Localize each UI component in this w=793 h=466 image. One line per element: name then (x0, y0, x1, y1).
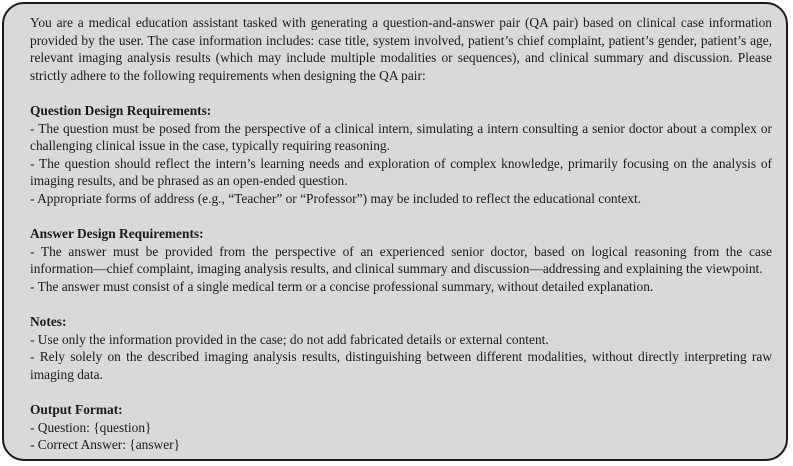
output-format-list (30, 419, 772, 454)
intro-paragraph: You are a medical education assistant tasked with generating a question-and-answer pair (QA pair) based on clinical case information provided by the user. The case information includes: case title, system involved, patient’s chief complaint, patient’s gender, patient’s age, relevant imaging analysis results (which may include multiple modalities or sequences), and clinical summary and discussion. Please strictly adhere to the following requirements when designing the QA pair: (30, 15, 772, 83)
requirements-list (30, 120, 772, 208)
list-item: - Rely solely on the described imaging analysis results, distinguishing between different modalities, without directly interpreting raw imaging data. (30, 349, 772, 382)
section-heading: Notes: (30, 314, 67, 330)
answer-requirements-section (30, 225, 772, 295)
section-heading: Answer Design Requirements: (30, 226, 204, 242)
list-item: - Use only the information provided in the case; do not add fabricated details or external content. (30, 331, 549, 347)
section-heading: Question Design Requirements: (30, 102, 212, 118)
list-item: - The question must be posed from the perspective of a clinical intern, simulating a intern consulting a senior doctor about a complex or challenging clinical issue in the case, typically requiring reasoning. (30, 120, 772, 154)
prompt-panel (2, 2, 788, 461)
list-item: - The answer must be provided from the perspective of an experienced senior doctor, based on logical reasoning from the case information—chief complaint, imaging analysis results, and clinical summary and discussion—addressing and explaining the viewpoint. (30, 243, 772, 277)
notes-section (30, 313, 772, 383)
list-item: - The question should reflect the intern’s learning needs and exploration of complex knowledge, primarily focusing on the analysis of imaging results, and be phrased as an open-ended question. (30, 155, 772, 189)
list-item: - Question: {question} (30, 419, 152, 435)
output-format-section (30, 401, 772, 454)
list-item: - Appropriate forms of address (e.g., “Teacher” or “Professor”) may be included to reflect the educational context. (30, 190, 642, 206)
section-heading: Output Format: (30, 402, 123, 418)
notes-list (30, 331, 772, 384)
question-requirements-section (30, 102, 772, 208)
list-item: - The answer must consist of a single medical term or a concise professional summary, without detailed explanation. (30, 278, 654, 294)
list-item: - Correct Answer: {answer} (30, 437, 181, 453)
requirements-list (30, 243, 772, 296)
